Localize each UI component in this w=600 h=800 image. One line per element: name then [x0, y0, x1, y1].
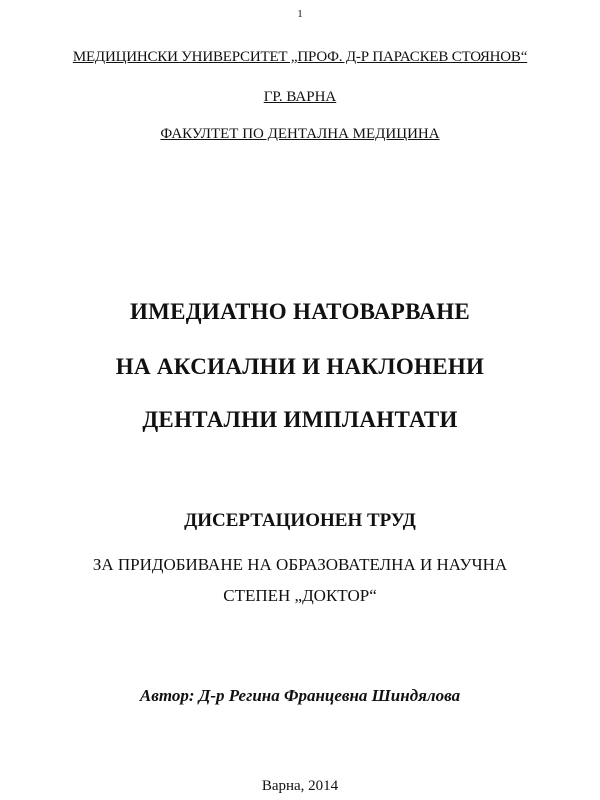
university-name: МЕДИЦИНСКИ УНИВЕРСИТЕТ „ПРОФ. Д-Р ПАРАСКЕВ СТОЯНОВ“ — [72, 49, 528, 65]
degree-purpose-line-1: ЗА ПРИДОБИВАНЕ НА ОБРАЗОВАТЕЛНА И НАУЧНА — [92, 555, 508, 574]
degree-purpose-line-2: СТЕПЕН „ДОКТОР“ — [223, 586, 377, 605]
city-name: ГР. ВАРНА — [263, 89, 337, 105]
place-and-year: Варна, 2014 — [261, 778, 339, 794]
faculty-name: ФАКУЛТЕТ ПО ДЕНТАЛНА МЕДИЦИНА — [160, 126, 440, 142]
thesis-title-line-1: ИМЕДИАТНО НАТОВАРВАНЕ — [129, 299, 471, 324]
author-line: Автор: Д-р Регина Францевна Шиндялова — [139, 686, 461, 705]
dissertation-label: ДИСЕРТАЦИОНЕН ТРУД — [184, 510, 416, 531]
thesis-title-line-3: ДЕНТАЛНИ ИМПЛАНТАТИ — [142, 407, 458, 432]
page-number: 1 — [297, 8, 303, 20]
thesis-title-line-2: НА АКСИАЛНИ И НАКЛОНЕНИ — [115, 354, 485, 379]
